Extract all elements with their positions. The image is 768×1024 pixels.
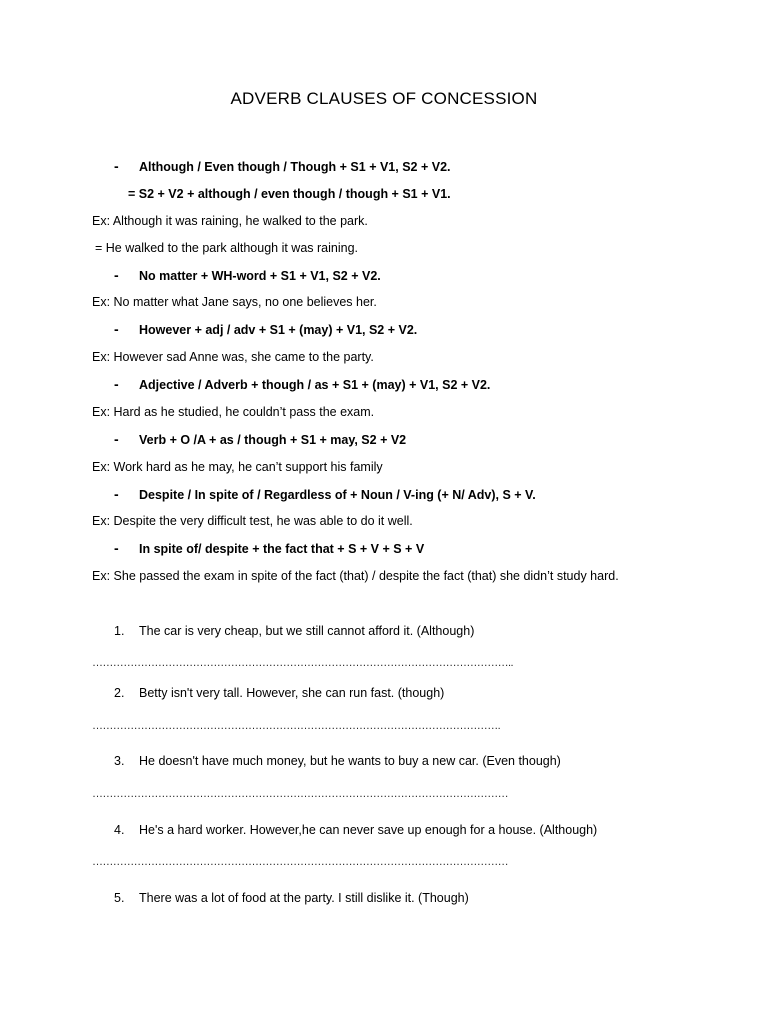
example-line: Ex: Although it was raining, he walked to the park. [92,214,368,228]
answer-line[interactable]: ………………………………………………………………………………………………………… [92,856,509,868]
rule-formula: Although / Even though / Though + S1 + V1, S2 + V2. [139,160,451,174]
bullet-dash: - [114,540,119,556]
bullet-dash: - [114,486,119,502]
rule-alt-formula: = S2 + V2 + although / even though / though + S1 + V1. [128,187,451,201]
answer-line[interactable]: ………………………………………………………………………………………………………….. [92,657,513,669]
rule-formula: However + adj / adv + S1 + (may) + V1, S2 + V2. [139,323,418,337]
exercise-number: 4. [114,823,125,837]
example-line: Ex: Work hard as he may, he can’t support his family [92,460,383,474]
page-title: ADVERB CLAUSES OF CONCESSION [230,89,538,108]
rule-formula: Despite / In spite of / Regardless of + Noun / V-ing (+ N/ Adv), S + V. [139,488,536,502]
bullet-dash: - [114,158,119,174]
example-line: Ex: Despite the very difficult test, he was able to do it well. [92,514,413,528]
bullet-dash: - [114,267,119,283]
example-line: = He walked to the park although it was raining. [95,241,359,255]
example-line: Ex: She passed the exam in spite of the fact (that) / despite the fact (that) she didn’t study hard. [92,569,619,583]
exercise-text: He's a hard worker. However,he can never save up enough for a house. (Although) [139,823,598,837]
answer-line[interactable]: ………………………………………………………………………………………………………… [92,788,509,800]
bullet-dash: - [114,321,119,337]
exercise-text: He doesn't have much money, but he wants to buy a new car. (Even though) [139,754,561,768]
example-line: Ex: However sad Anne was, she came to the party. [92,350,374,364]
rule-formula: In spite of/ despite + the fact that + S + V + S + V [139,542,425,556]
rule-formula: No matter + WH-word + S1 + V1, S2 + V2. [139,269,381,283]
exercise-text: Betty isn't very tall. However, she can run fast. (though) [139,686,445,700]
exercise-number: 2. [114,686,125,700]
exercise-text: There was a lot of food at the party. I still dislike it. (Though) [139,891,469,905]
exercise-text: The car is very cheap, but we still cannot afford it. (Although) [139,624,475,638]
example-line: Ex: Hard as he studied, he couldn’t pass the exam. [92,405,375,419]
bullet-dash: - [114,431,119,447]
bullet-dash: - [114,376,119,392]
answer-line[interactable]: ………………………………………………………………………………………………………. [92,720,501,732]
exercise-number: 5. [114,891,125,905]
rule-formula: Adjective / Adverb + though / as + S1 + (may) + V1, S2 + V2. [139,378,491,392]
example-line: Ex: No matter what Jane says, no one believes her. [92,295,377,309]
exercise-number: 3. [114,754,125,768]
rule-formula: Verb + O /A + as / though + S1 + may, S2 + V2 [139,433,407,447]
exercise-number: 1. [114,624,125,638]
